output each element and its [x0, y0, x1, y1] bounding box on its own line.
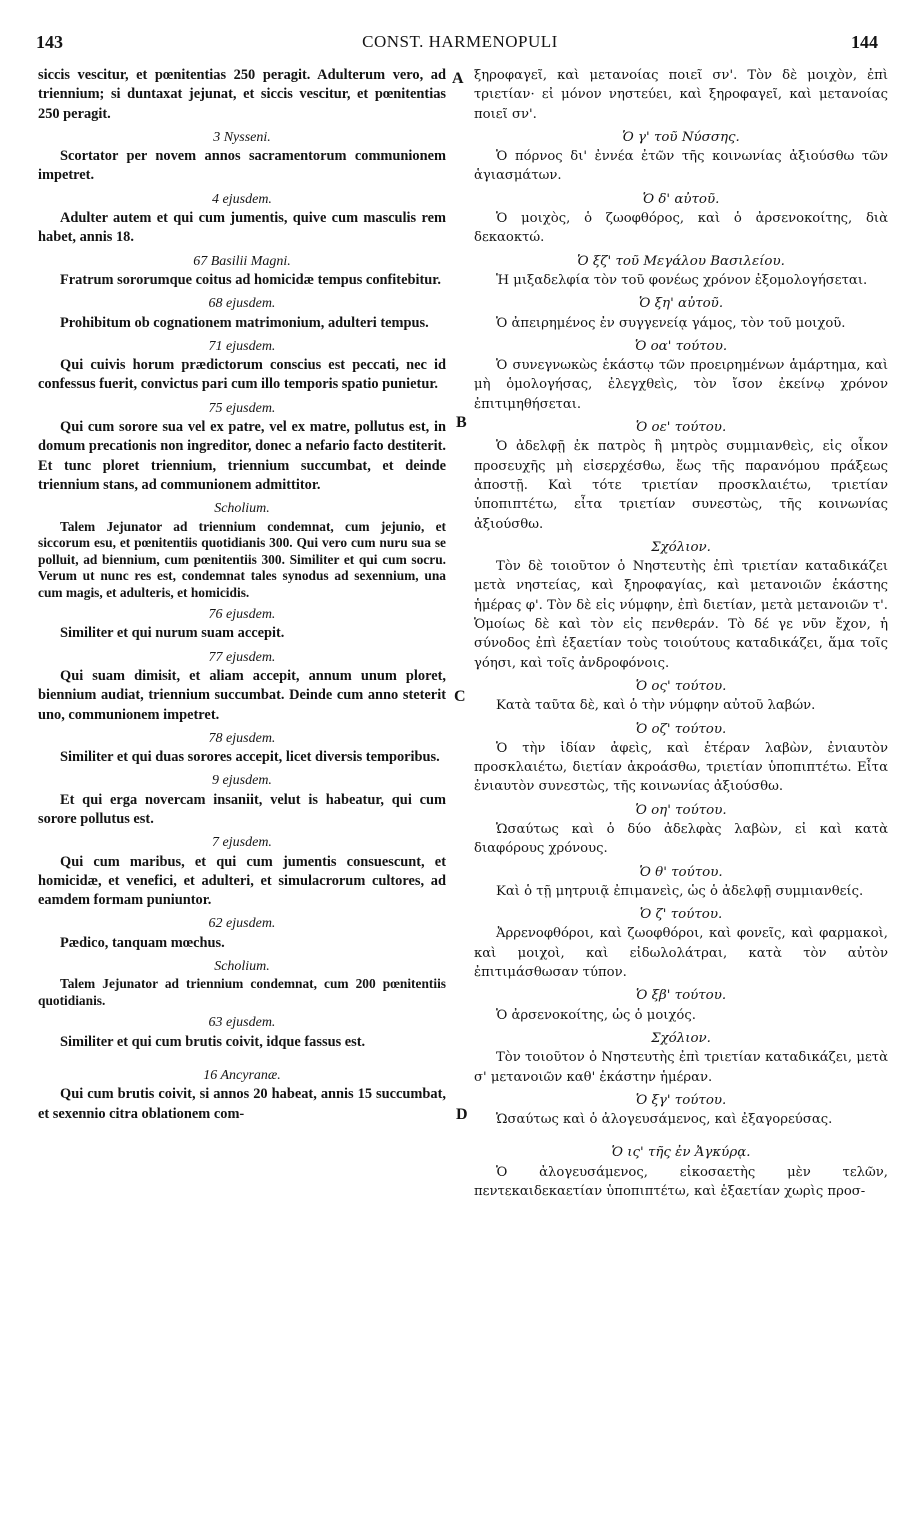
canon-text: Καὶ ὁ τῇ μητρυιᾷ ἐπιμανεὶς, ὡς ὁ ἀδελφῇ συμμιανθείς. [496, 883, 864, 899]
canon-heading: Σχόλιον. [651, 539, 711, 555]
canon-text: Similiter et qui nurum suam accepit. [60, 625, 285, 642]
canon-heading: Scholium. [214, 959, 270, 975]
canon-heading: Σχόλιον. [651, 1030, 711, 1046]
canon-text: Scortator per novem annos sacramentorum communionem impetret. [38, 148, 446, 184]
canon-heading: 68 ejusdem. [208, 296, 276, 312]
canon-heading: Ὁ ις' τῆς ἐν Ἀγκύρᾳ. [611, 1145, 751, 1161]
canon-text: Et qui erga novercam insaniit, velut is habeatur, qui cum sorore pollutus est. [38, 791, 446, 827]
canon-heading: Ὁ ξζ' τοῦ Μεγάλου Βασιλείου. [577, 253, 785, 269]
canon-heading: Ὁ ξβ' τούτου. [635, 988, 727, 1004]
section-spacer [38, 1052, 446, 1066]
canon-text: Ὁ μοιχὸς, ὁ ζωοφθόρος, καὶ ὁ ἀρσενοκοίτης, διὰ δεκαοκτώ. [474, 211, 888, 246]
scholium-text: Talem Jejunator ad triennium condemnat, cum jejunio, et siccorum esu, et pœnitentiis quotidianis 300. Qui vero cum nuru sua se polluit, ad biennium, cum pœnitentiis 300. Similiter et qui cum socru. Verum ut nunc res est, condemnat tales synodus ad sexennium, una cum magis, et adulteris, et homicidis. [38, 518, 446, 600]
canon-text: Similiter et qui cum brutis coivit, idque fassus est. [60, 1033, 366, 1050]
latin-column [38, 66, 446, 1124]
canon-heading: 78 ejusdem. [208, 730, 276, 746]
canon-text: Fratrum sororumque coitus ad homicidæ tempus confitebitur. [60, 271, 441, 288]
margin-letter-d: D [456, 1106, 468, 1123]
canon-text: Ὡσαύτως καὶ ὁ ἀλογευσάμενος, καὶ ἐξαγορεύσας. [496, 1112, 833, 1128]
canon-heading: Scholium. [214, 501, 270, 517]
canon-heading: Ὁ οε' τούτου. [635, 420, 727, 436]
scholium-text: Talem Jejunator ad triennium condemnat, cum 200 pœnitentiis quotidianis. [38, 976, 446, 1008]
scholium-text: Τὸν δὲ τοιοῦτον ὁ Νηστευτὴς ἐπὶ τριετίαν καταδικάζει μετὰ νηστείας, καὶ ξηροφαγίας, καὶ μετανοιῶν ἑκάστης ἡμέρας φ'. Τὸν δὲ εἰς νύμφην, ἐπὶ διετίαν, μετὰ μετανοιῶν τ'. Ὁμοίως δὲ καὶ τὸν εἰς πενθεράν. Τὸ δέ γε νῦν ἔχον, ἡ σύνοδος ἐπὶ ἑξαετίαν τοὺς τοιούτους καταδικάζει, ἅμα τοῖς γόησι, καὶ τοῖς ἀνδροφόνοις. [474, 559, 888, 671]
canon-text: Ὁ ἀπειρημένος ἐν συγγενείᾳ γάμος, τὸν τοῦ μοιχοῦ. [496, 315, 846, 331]
canon-heading: Ὁ οη' τούτου. [635, 802, 727, 818]
canon-text: siccis vescitur, et pœnitentias 250 peragit. Adulterum vero, ad triennium; si duntaxat jejunat, et siccis vescitur, et pœnitentias 250 peragit. [38, 67, 446, 122]
canon-heading: 77 ejusdem. [208, 649, 276, 665]
greek-column [474, 66, 888, 1201]
canon-text: Adulter autem et qui cum jumentis, quive cum masculis rem habet, annis 18. [38, 210, 446, 246]
canon-heading: Ὁ ξγ' τούτου. [635, 1092, 727, 1108]
canon-heading: Ὁ ζ' τούτου. [639, 907, 723, 923]
scholium-text: Τὸν τοιοῦτον ὁ Νηστευτὴς ἐπὶ τριετίαν καταδικάζει, μετὰ σ' μετανοιῶν καθ' ἑκάστην ἡμέραν. [474, 1050, 888, 1085]
canon-heading: 9 ejusdem. [212, 773, 272, 789]
canon-text: ξηροφαγεῖ, καὶ μετανοίας ποιεῖ σν'. Τὸν δὲ μοιχὸν, ἐπὶ τριετίαν· εἰ μόνον νηστεύει, καὶ ξηροφαγεῖ, καὶ μετανοίας ποιεῖ σν'. [474, 68, 888, 122]
canon-text: Pædico, tanquam mœchus. [60, 934, 225, 951]
canon-heading: 4 ejusdem. [212, 191, 272, 207]
canon-heading: 7 ejusdem. [212, 835, 272, 851]
canon-text: Ὁ ἀρσενοκοίτης, ὡς ὁ μοιχός. [496, 1007, 696, 1023]
canon-text: Ὁ συνεγνωκὼς ἑκάστῳ τῶν προειρημένων ἁμάρτημα, καὶ μὴ ὁμολογήσας, ἐλεγχθεὶς, τὸν ἴσον ἐκείνῳ χρόνον ἐπιτιμηθήσεται. [474, 358, 888, 412]
canon-text: Ὁ ἀλογευσάμενος, εἰκοσαετὴς μὲν τελῶν, πεντεκαιδεκαετίαν ὑποπιπτέτω, καὶ ἑξαετίαν χωρὶς προσ- [474, 1164, 888, 1200]
canon-heading: Ὁ οα' τούτου. [634, 338, 728, 354]
running-title: CONST. HARMENOPULI [362, 32, 558, 51]
canon-heading: Ὁ οζ' τούτου. [635, 721, 727, 737]
canon-heading: Ὁ θ' τούτου. [639, 864, 723, 880]
canon-heading: 63 ejusdem. [208, 1015, 276, 1031]
section-spacer [474, 1129, 888, 1143]
canon-text: Qui cum maribus, et qui cum jumentis consuescunt, et homicidæ, et venefici, et adulteri, et simulacrorum cultores, ad eamdem formam puniuntor. [38, 853, 446, 909]
canon-heading: Ὁ ξη' αὐτοῦ. [638, 296, 724, 312]
canon-text: Ὁ τὴν ἰδίαν ἀφεὶς, καὶ ἑτέραν λαβὼν, ἐνιαυτὸν προσκλαιέτω, διετίαν ἀκροάσθω, τριετίαν ὑποπιπτέτω. Εἶτα ἐνιαυτὸν συνεστὼς, τῆς κοινωνίας ἀξιούσθω. [474, 740, 888, 795]
canon-text: Ἡ μιξαδελφία τὸν τοῦ φονέως χρόνον ἐξομολογήσεται. [496, 272, 868, 288]
canon-heading: 76 ejusdem. [208, 607, 276, 623]
canon-text: Qui cuivis horum prædictorum conscius est peccati, nec id confessus fuerit, convictus pari cum illo temporis spatio punietur. [38, 357, 446, 393]
canon-text: Qui suam dimisit, et aliam accepit, annum unum ploret, biennium audiat, triennium succumbat. Deinde cum anno steterit uno, communionem impetret. [38, 667, 446, 723]
right-page-number: 144 [851, 32, 878, 52]
canon-heading: Ὁ δ' αὐτοῦ. [642, 191, 720, 207]
left-page-number: 143 [36, 32, 63, 52]
canon-text: Qui cum sorore sua vel ex patre, vel ex matre, pollutus est, in domum precationis non ingreditor, donec a nefario facto destiterit. Et tunc ploret triennium, triennium succumbat, et deinde triennium stans, ad communionem admittitor. [38, 419, 446, 493]
canon-text: Κατὰ ταῦτα δὲ, καὶ ὁ τὴν νύμφην αὐτοῦ λαβών. [496, 698, 816, 714]
margin-letter-a: A [452, 70, 464, 87]
canon-text: Prohibitum ob cognationem matrimonium, adulteri tempus. [60, 314, 429, 331]
canon-heading: 3 Nysseni. [213, 129, 271, 145]
canon-text: Qui cum brutis coivit, si annos 20 habeat, annis 15 succumbat, et sexennio citra oblationem com- [38, 1086, 446, 1122]
canon-text: Ὁ ἀδελφῇ ἐκ πατρὸς ἢ μητρὸς συμμιανθεὶς, εἰς οἶκον προσευχῆς μὴ εἰσερχέσθω, ἕως τῆς παρανόμου πράξεως ἀποστῇ. Καὶ τότε τριετίαν προσκλαιέτω, τριετίαν ὑποπιπτέτω, εἶτα τριετίαν συνεστὼς, τῆς κοινωνίας ἀξιούσθω. [474, 439, 888, 532]
canon-heading: Ὁ ος' τούτου. [635, 678, 727, 694]
canon-heading: 62 ejusdem. [208, 916, 276, 932]
margin-letter-b: B [456, 414, 467, 431]
canon-heading: 71 ejusdem. [208, 338, 276, 354]
canon-heading: 75 ejusdem. [208, 400, 276, 416]
canon-heading: 16 Ancyranæ. [203, 1067, 281, 1083]
canon-heading: 67 Basilii Magni. [193, 253, 291, 269]
canon-text: Similiter et qui duas sorores accepit, licet diversis temporibus. [60, 749, 440, 766]
canon-text: Ὁ πόρνος δι' ἐννέα ἐτῶν τῆς κοινωνίας ἀξιούσθω τῶν ἁγιασμάτων. [474, 149, 888, 184]
canon-text: Ὡσαύτως καὶ ὁ δύο ἀδελφὰς λαβὼν, εἰ καὶ κατὰ διαφόρους χρόνους. [474, 821, 888, 857]
margin-letter-c: C [454, 688, 466, 705]
canon-heading: Ὁ γ' τοῦ Νύσσης. [622, 129, 740, 145]
canon-text: Ἀρρενοφθόροι, καὶ ζωοφθόροι, καὶ φονεῖς, καὶ φαρμακοὶ, καὶ μοιχοὶ, καὶ εἰδωλολάτραι, κατὰ τὸν αὐτὸν ἐπιτιμάσθωσαν τύπον. [474, 926, 888, 981]
